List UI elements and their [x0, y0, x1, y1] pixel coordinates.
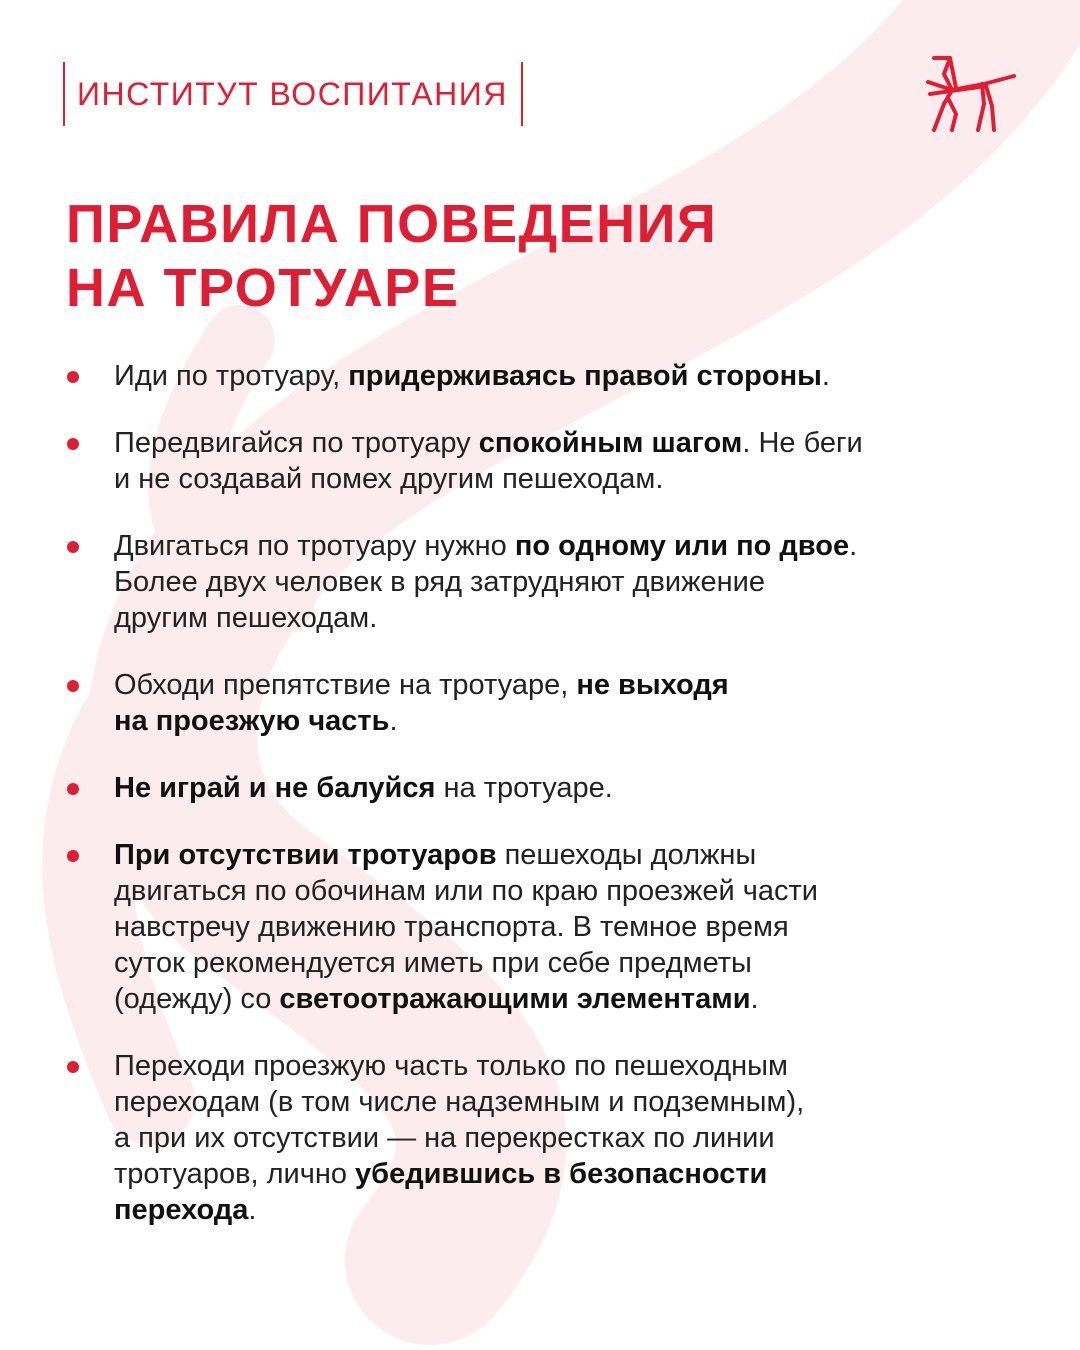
page-title: [66, 192, 717, 320]
header: [63, 62, 523, 126]
plain-text: Передвигайся по тротуару: [114, 427, 479, 459]
rules-list: [66, 358, 996, 1259]
emphasis-text: Не играй и не балуйся: [114, 772, 436, 804]
emphasis-text: на проезжую часть: [114, 705, 390, 737]
plain-text: тротуаров, лично: [114, 1158, 356, 1190]
list-item: [66, 1048, 996, 1228]
plain-text: переходам (в том числе надземным и подземным),: [114, 1086, 805, 1118]
plain-text: .: [821, 360, 830, 392]
plain-text: Более двух человек в ряд затрудняют движение: [114, 566, 765, 598]
plain-text: . Не беги: [742, 427, 863, 459]
emphasis-text: придерживаясь правой стороны: [348, 360, 822, 392]
emphasis-text: убедившись в безопасности: [355, 1158, 768, 1190]
plain-text: .: [389, 705, 398, 737]
plain-text: пешеходы должны: [496, 839, 757, 871]
rule-line: [114, 1084, 996, 1120]
emphasis-text: перехода: [114, 1194, 249, 1226]
emphasis-text: не выходя: [576, 669, 729, 701]
plain-text: Иди по тротуару,: [114, 360, 349, 392]
emphasis-text: светоотражающими элементами: [279, 983, 751, 1015]
list-item: [66, 528, 996, 636]
plain-text: .: [248, 1194, 257, 1226]
emphasis-text: При отсутствии тротуаров: [114, 839, 497, 871]
horse-icon: [922, 54, 1018, 134]
list-item: [66, 358, 996, 394]
header-right-bar: [521, 62, 523, 126]
list-item: [66, 770, 996, 806]
rule-line: [114, 1192, 996, 1228]
bullet-dot: [67, 783, 79, 795]
rule-line: [114, 1120, 996, 1156]
bullet-dot: [67, 438, 79, 450]
rule-line: [114, 703, 996, 739]
plain-text: суток рекомендуется иметь при себе предметы: [114, 947, 752, 979]
rule-line: [114, 425, 996, 461]
brand-name: ИНСТИТУТ ВОСПИТАНИЯ: [77, 75, 508, 112]
title-line-1: ПРАВИЛА ПОВЕДЕНИЯ: [66, 194, 718, 254]
rule-text: [114, 770, 996, 806]
bullet-dot: [67, 850, 79, 862]
plain-text: Переходи проезжую часть только по пешеходным: [114, 1050, 788, 1082]
bullet-dot: [67, 680, 79, 692]
rule-text: [114, 667, 996, 739]
rule-line: [114, 358, 996, 394]
plain-text: .: [750, 983, 759, 1015]
rule-line: [114, 873, 996, 909]
rule-line: [114, 945, 996, 981]
bullet-dot: [67, 1061, 79, 1073]
emphasis-text: по одному или по двое: [514, 530, 850, 562]
rule-line: [114, 600, 996, 636]
plain-text: Обходи препятствие на тротуаре,: [114, 669, 577, 701]
list-item: [66, 425, 996, 497]
plain-text: (одежду) со: [114, 983, 280, 1015]
rule-line: [114, 528, 996, 564]
rule-line: [114, 461, 996, 497]
rule-text: [114, 837, 996, 1017]
rule-text: [114, 425, 996, 497]
emphasis-text: спокойным шагом: [478, 427, 743, 459]
rule-line: [114, 1156, 996, 1192]
rule-text: [114, 528, 996, 636]
list-item: [66, 837, 996, 1017]
rule-line: [114, 981, 996, 1017]
bullet-dot: [67, 541, 79, 553]
rule-line: [114, 837, 996, 873]
plain-text: другим пешеходам.: [114, 602, 378, 634]
plain-text: Двигаться по тротуару нужно: [114, 530, 515, 562]
rule-line: [114, 1048, 996, 1084]
rule-line: [114, 909, 996, 945]
list-item: [66, 667, 996, 739]
plain-text: навстречу движению транспорта. В темное время: [114, 911, 789, 943]
plain-text: .: [849, 530, 858, 562]
rule-line: [114, 770, 996, 806]
rule-line: [114, 667, 996, 703]
title-line-2: НА ТРОТУАРЕ: [66, 258, 460, 318]
plain-text: а при их отсутствии — на перекрестках по линии: [114, 1122, 775, 1154]
plain-text: на тротуаре.: [435, 772, 613, 804]
rule-line: [114, 564, 996, 600]
rule-text: [114, 1048, 996, 1228]
plain-text: двигаться по обочинам или по краю проезжей части: [114, 875, 818, 907]
plain-text: и не создавай помех другим пешеходам.: [114, 463, 664, 495]
bullet-dot: [67, 371, 79, 383]
rule-text: [114, 358, 996, 394]
